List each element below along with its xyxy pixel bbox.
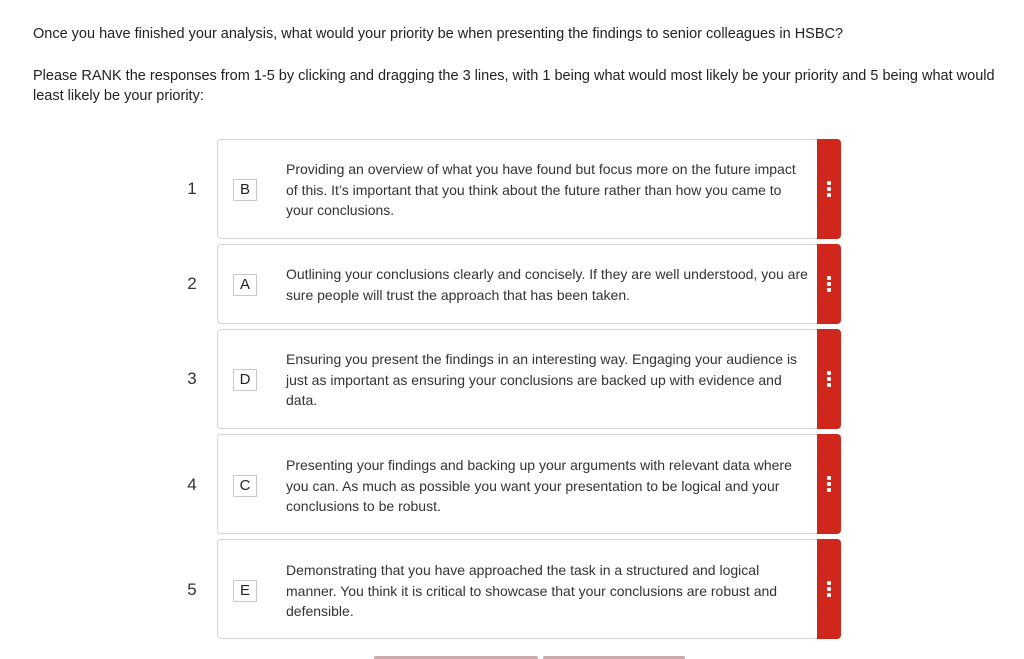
- rank-number: 4: [187, 475, 197, 494]
- rank-card-d[interactable]: [217, 329, 841, 429]
- option-text: Demonstrating that you have approached the task in a structured and logical manner. You think it is critical to showcase that your conclusions are robust and defensible.: [286, 562, 778, 619]
- option-text: Providing an overview of what you have found but focus more on the future impact of this. It’s important that you think about the future rather than how you came to your conclusions.: [286, 161, 796, 218]
- drag-handle-icon: [827, 371, 831, 387]
- rank-number: 5: [187, 580, 197, 599]
- question-title: Once you have finished your analysis, what would your priority be when presenting the findings to senior colleagues in HSBC?: [33, 26, 844, 42]
- rank-number: 3: [187, 369, 197, 388]
- option-text: Outlining your conclusions clearly and concisely. If they are well understood, you are sure people will trust the approach that has been taken.: [286, 266, 808, 303]
- option-text: Presenting your findings and backing up your arguments with relevant data where you can. As much as possible you want your presentation to be logical and your conclusions to be robust.: [286, 457, 792, 514]
- rank-card-a[interactable]: [217, 244, 841, 324]
- option-letter: E: [233, 580, 257, 602]
- option-text: Ensuring you present the findings in an interesting way. Engaging your audience is just as important as ensuring your conclusions are backed up with evidence and data.: [286, 351, 798, 408]
- rank-card-b[interactable]: [217, 139, 841, 239]
- drag-handle-icon: [827, 181, 831, 197]
- drag-handle[interactable]: [817, 434, 841, 534]
- option-letter: B: [233, 179, 257, 201]
- drag-handle[interactable]: [817, 244, 841, 324]
- drag-handle-icon: [827, 476, 831, 492]
- rank-number: 1: [187, 179, 197, 198]
- drag-handle-icon: [827, 276, 831, 292]
- option-letter: C: [233, 475, 257, 497]
- drag-handle[interactable]: [817, 329, 841, 429]
- drag-handle[interactable]: [817, 539, 841, 639]
- drag-handle[interactable]: [817, 139, 841, 239]
- question-instruction: Please RANK the responses from 1-5 by clicking and dragging the 3 lines, with 1 being what would most likely be your priority and 5 being what would least likely be your priority:: [33, 68, 995, 104]
- option-letter: A: [233, 274, 257, 296]
- option-letter: D: [233, 369, 257, 391]
- rank-card-e[interactable]: [217, 539, 841, 639]
- drag-handle-icon: [827, 581, 831, 597]
- rank-card-c[interactable]: [217, 434, 841, 534]
- rank-number: 2: [187, 274, 197, 293]
